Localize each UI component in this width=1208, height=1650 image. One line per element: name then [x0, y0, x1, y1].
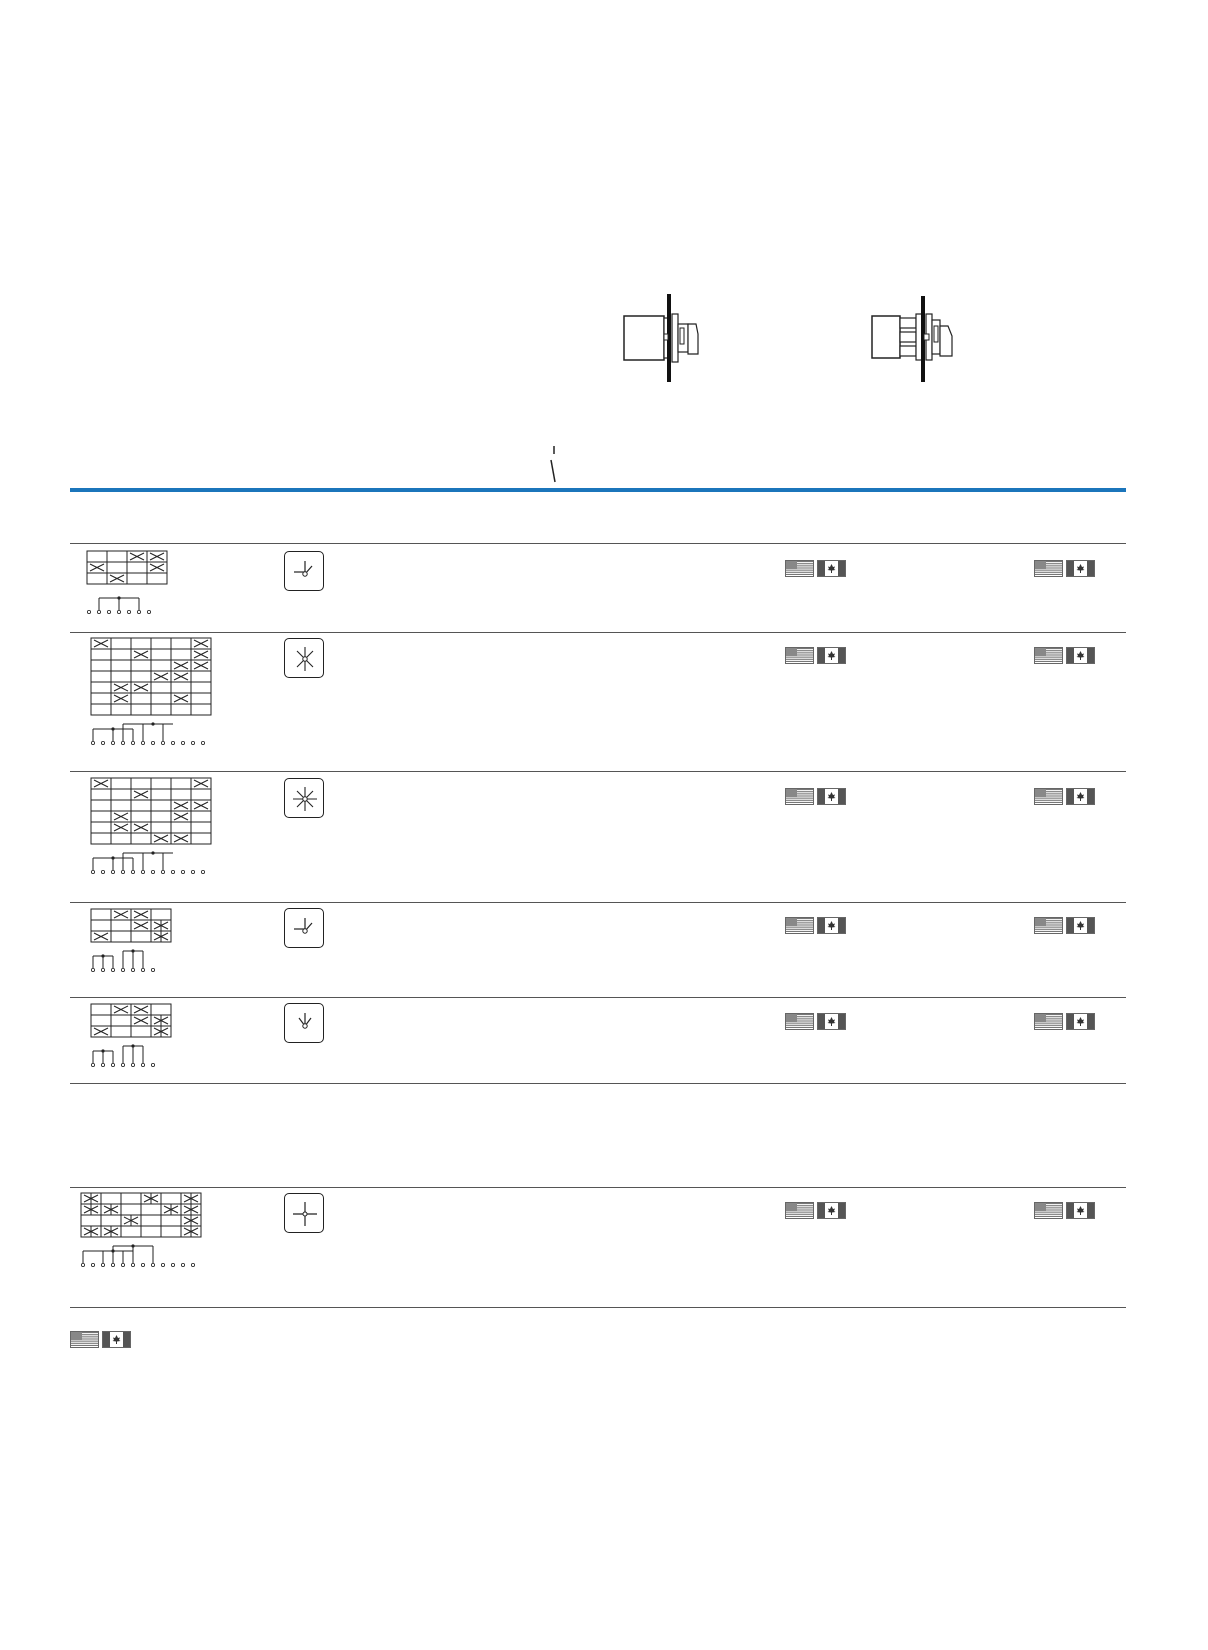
usa-flag-icon — [785, 788, 814, 805]
usa-flag-icon — [1034, 647, 1063, 664]
row-divider — [70, 1307, 1126, 1308]
row-divider — [70, 1187, 1126, 1188]
usa-flag-icon — [785, 917, 814, 934]
row-divider — [70, 997, 1126, 998]
usa-flag-icon — [1034, 560, 1063, 577]
switch-contact-mark-icon — [548, 444, 560, 484]
approval-flags — [785, 1013, 846, 1030]
usa-flag-icon — [1034, 788, 1063, 805]
approval-flags — [785, 647, 846, 664]
approval-flags — [785, 917, 846, 934]
approval-flags — [1034, 1202, 1095, 1219]
contact-diagram — [80, 1192, 210, 1297]
usa-flag-icon — [785, 647, 814, 664]
switch-symbol-single-throw-icon — [284, 551, 324, 591]
usa-flag-icon — [785, 1202, 814, 1219]
extended-mount-switch-illustration — [868, 296, 968, 386]
canada-flag-icon — [817, 1013, 846, 1030]
legend-approval-flags — [70, 1331, 131, 1348]
usa-flag-icon — [1034, 917, 1063, 934]
flush-mount-switch-illustration — [620, 294, 710, 384]
canada-flag-icon — [102, 1331, 131, 1348]
usa-flag-icon — [785, 560, 814, 577]
canada-flag-icon — [1066, 1013, 1095, 1030]
usa-flag-icon — [1034, 1202, 1063, 1219]
contact-diagram — [90, 637, 220, 762]
row-divider — [70, 902, 1126, 903]
switch-symbol-star-icon — [284, 778, 324, 818]
row-divider — [70, 771, 1126, 772]
canada-flag-icon — [817, 560, 846, 577]
canada-flag-icon — [817, 917, 846, 934]
usa-flag-icon — [1034, 1013, 1063, 1030]
approval-flags — [1034, 1013, 1095, 1030]
approval-flags — [1034, 560, 1095, 577]
usa-flag-icon — [785, 1013, 814, 1030]
table-header-rule — [70, 488, 1126, 492]
canada-flag-icon — [817, 788, 846, 805]
approval-flags — [1034, 917, 1095, 934]
canada-flag-icon — [1066, 560, 1095, 577]
canada-flag-icon — [1066, 647, 1095, 664]
switch-symbol-multi-position-icon — [284, 638, 324, 678]
canada-flag-icon — [1066, 788, 1095, 805]
switch-symbol-single-throw-icon — [284, 908, 324, 948]
row-divider — [70, 1083, 1126, 1084]
usa-flag-icon — [70, 1331, 99, 1348]
contact-diagram — [90, 1003, 190, 1075]
canada-flag-icon — [817, 1202, 846, 1219]
canada-flag-icon — [1066, 917, 1095, 934]
approval-flags — [785, 560, 846, 577]
switch-symbol-spring-return-icon — [284, 1003, 324, 1043]
contact-diagram — [90, 908, 190, 988]
contact-diagram — [86, 550, 186, 622]
approval-flags — [1034, 788, 1095, 805]
switch-symbol-cross-icon — [284, 1193, 324, 1233]
approval-flags — [785, 1202, 846, 1219]
row-divider — [70, 543, 1126, 544]
approval-flags — [1034, 647, 1095, 664]
approval-flags — [785, 788, 846, 805]
canada-flag-icon — [817, 647, 846, 664]
row-divider — [70, 632, 1126, 633]
contact-diagram — [90, 777, 220, 892]
canada-flag-icon — [1066, 1202, 1095, 1219]
